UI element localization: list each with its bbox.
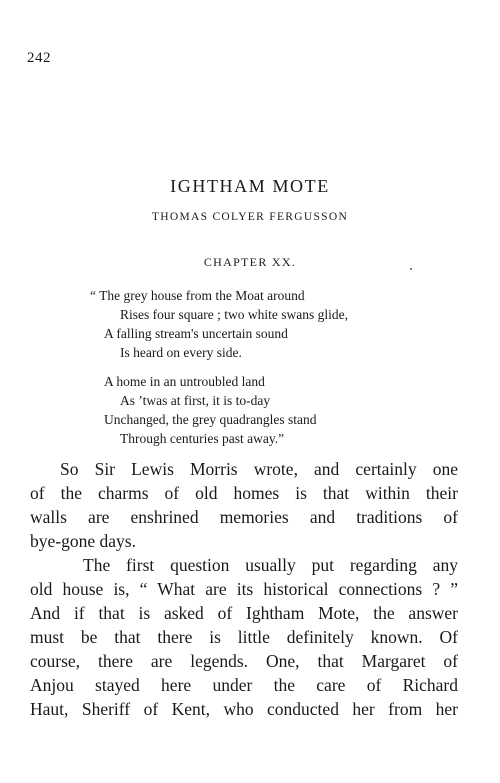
poem-line: “ The grey house from the Moat around	[90, 288, 305, 303]
poem-line: Is heard on every side.	[120, 345, 242, 360]
text-line: Haut, Sheriff of Kent, who conducted her from her	[30, 699, 458, 719]
print-speck	[410, 268, 412, 270]
poem-line: Rises four square ; two white swans glide,	[120, 307, 348, 322]
poem-line: As ’twas at first, it is to-day	[120, 393, 271, 408]
text-line: course, there are legends. One, that Margaret of	[30, 651, 458, 671]
author-name: THOMAS COLYER FERGUSSON	[151, 211, 349, 223]
poem-line: Through centuries past away.”	[120, 431, 285, 446]
text-line: of the charms of old homes is that within their	[30, 483, 458, 503]
text-line: So Sir Lewis Morris wrote, and certainly one	[60, 459, 458, 479]
text-line: Anjou stayed here under the care of Richard	[30, 675, 458, 695]
text-line: walls are enshrined memories and traditions of	[30, 507, 458, 527]
chapter-heading: CHAPTER XX.	[203, 255, 297, 269]
poem-line: A falling stream's uncertain sound	[104, 326, 288, 341]
text-line: And if that is asked of Ightham Mote, the answer	[30, 603, 458, 623]
poem-line: A home in an untroubled land	[104, 374, 265, 389]
text-line: bye-gone days.	[30, 531, 136, 551]
poem-line: Unchanged, the grey quadrangles stand	[104, 412, 317, 427]
page-number: 242	[27, 50, 51, 66]
text-line: old house is, “ What are its historical connections ? ”	[30, 579, 458, 599]
text-line: must be that there is little definitely known. Of	[30, 627, 458, 647]
chapter-title: IGHTHAM MOTE	[170, 176, 330, 196]
text-line: The first question usually put regarding any	[83, 555, 458, 575]
